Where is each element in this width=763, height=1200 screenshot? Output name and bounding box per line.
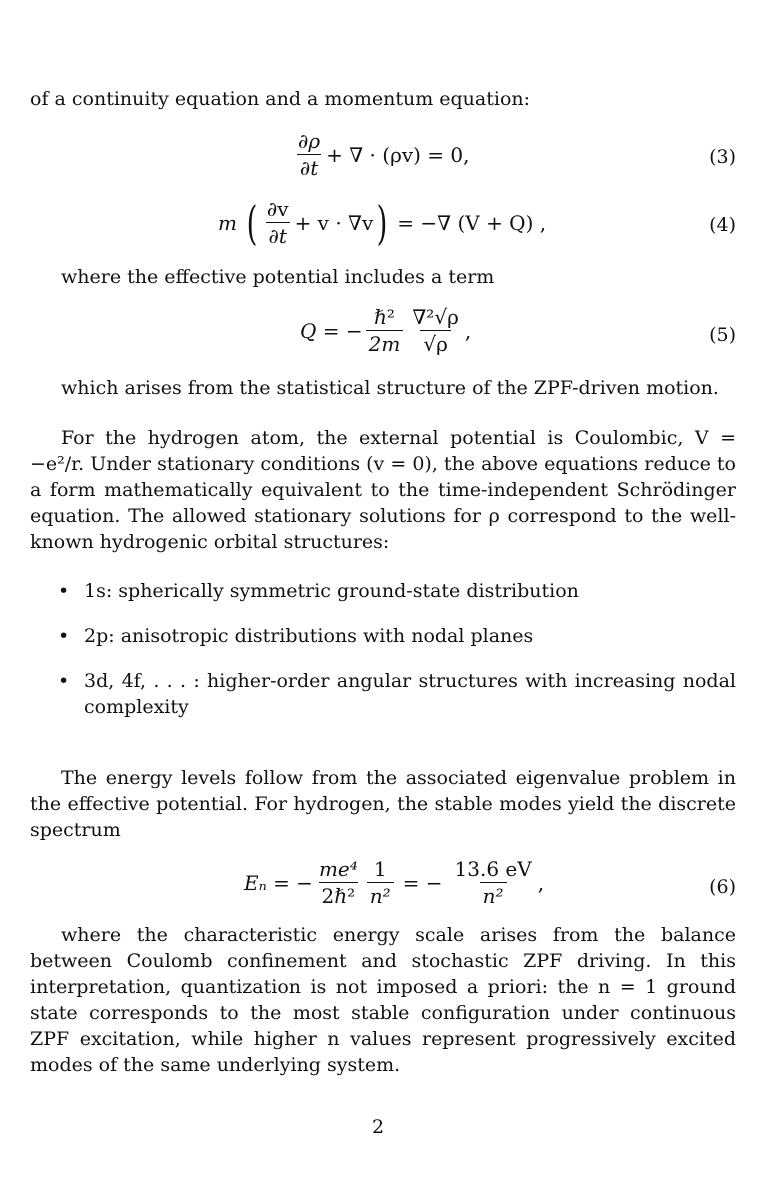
eq3-rest: + ∇ · (ρv) = 0,	[326, 142, 470, 167]
equation-4	[30, 195, 736, 260]
eq6-f1-denominator: 2ℏ²	[319, 882, 359, 907]
equation-6	[30, 858, 736, 920]
eq3-denominator: ∂t	[297, 154, 321, 179]
paragraph-final: where the characteristic energy scale arises from the balance between Coulomb confinement and stochastic ZPF driving. In this interpretation, quantization is not imposed a priori: the n = 1 ground state corresponds to the most stable configuration under continuous ZPF excitation, while higher n values represent progressively excited modes of the same underlying system.	[30, 924, 736, 1076]
list-item-text: 1s: spherically symmetric ground-state distribution	[84, 580, 579, 602]
equation-5-body	[300, 306, 471, 355]
eq6-lhs: Eₙ = −	[244, 870, 313, 895]
eq4-denominator: ∂t	[266, 222, 290, 247]
bullet-icon: •	[58, 670, 70, 692]
eq5-f2-denominator: √ρ	[420, 330, 451, 355]
equation-3-number: (3)	[709, 146, 736, 168]
eq6-fraction-1	[316, 858, 361, 907]
eq4-rhs: = −∇ (V + Q) ,	[397, 210, 547, 235]
page-number: 2	[372, 1116, 385, 1138]
eq6-f1-numerator: me⁴	[318, 857, 358, 881]
eq3-fraction	[295, 130, 323, 179]
paragraph-hydrogen: For the hydrogen atom, the external potential is Coulombic, V = −e²/r. Under stationary conditions (v = 0), the above equations reduce to a form mathematically equivalent to the time-independent Schrödinger equation. The allowed stationary solutions for ρ correspond to the well-known hydrogenic orbital structures:	[30, 427, 736, 553]
eq4-mass: m	[218, 210, 237, 235]
eq6-middle: = −	[402, 870, 443, 895]
list-item	[56, 668, 736, 720]
eq6-f2-numerator: 1	[373, 857, 387, 881]
eq5-fraction-2	[409, 306, 461, 355]
equation-5-number: (5)	[709, 324, 736, 346]
eq4-inner: + v · ∇v	[294, 210, 374, 235]
eq5-lhs: Q = −	[300, 318, 363, 343]
orbital-list	[56, 578, 736, 720]
equation-6-body	[244, 858, 544, 907]
eq5-tail: ,	[464, 318, 472, 343]
eq4-fraction	[264, 198, 292, 247]
eq5-f2-numerator: ∇²√ρ	[412, 305, 459, 329]
eq6-f2-denominator: n²	[367, 882, 394, 907]
arises-line: which arises from the statistical structure of the ZPF-driven motion.	[61, 377, 719, 399]
equation-4-number: (4)	[709, 214, 736, 236]
eq5-f1-numerator: ℏ²	[374, 305, 395, 329]
equation-6-number: (6)	[709, 876, 736, 898]
bullet-icon: •	[58, 580, 70, 602]
eq4-right-paren: )	[376, 195, 388, 250]
list-item-text: 2p: anisotropic distributions with nodal planes	[84, 625, 534, 647]
bullet-icon: •	[58, 625, 70, 647]
equation-4-body	[218, 195, 547, 250]
eq5-fraction-1	[366, 306, 404, 355]
list-item	[56, 578, 736, 604]
eq6-f3-numerator: 13.6 eV	[454, 857, 532, 881]
equation-5	[30, 306, 736, 368]
eq6-f3-denominator: n²	[480, 882, 507, 907]
eq5-f1-denominator: 2m	[366, 330, 404, 355]
eq6-fraction-2	[367, 858, 394, 907]
list-item-text: 3d, 4f, . . . : higher-order angular structures with increasing nodal complexity	[84, 670, 736, 718]
intro-line: of a continuity equation and a momentum equation:	[30, 88, 531, 110]
equation-3-body	[292, 130, 469, 179]
eq4-numerator: ∂v	[266, 197, 289, 221]
eq6-tail: ,	[537, 870, 545, 895]
paragraph-energy: The energy levels follow from the associated eigenvalue problem in the effective potential. For hydrogen, the stable modes yield the discrete spectrum	[30, 767, 736, 841]
eq3-numerator: ∂ρ	[298, 129, 321, 153]
eq6-fraction-3	[452, 858, 535, 907]
equation-3	[30, 130, 736, 190]
where-line: where the effective potential includes a term	[61, 266, 495, 288]
list-item	[56, 623, 736, 649]
eq4-left-paren: (	[246, 195, 258, 250]
